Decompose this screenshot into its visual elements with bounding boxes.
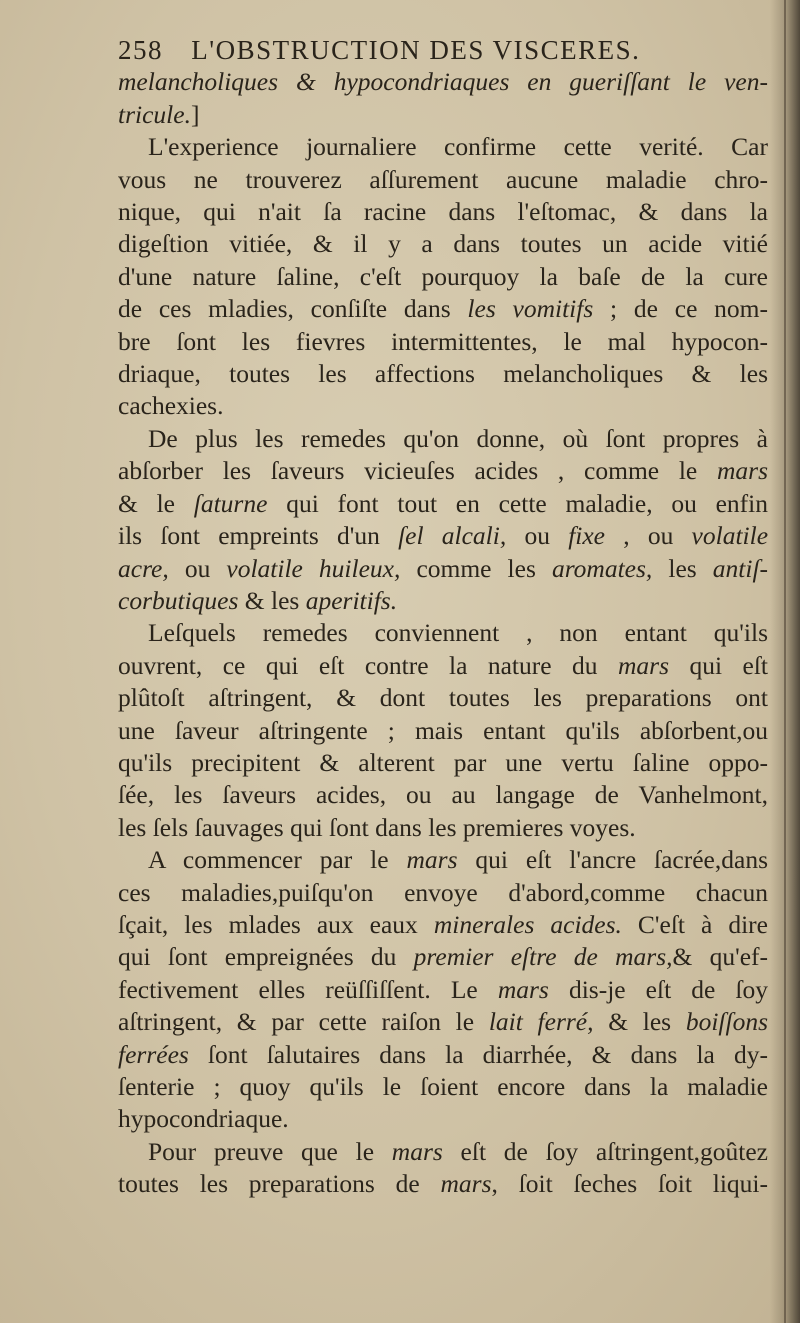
italic-text: mars <box>440 1169 492 1199</box>
text-line <box>118 164 768 196</box>
text-run: toutes les preparations de <box>118 1169 441 1199</box>
text-line <box>118 1039 768 1071</box>
italic-text: fixe <box>568 521 605 551</box>
text-run: ſçait, les mlades aux eaux <box>118 909 434 939</box>
italic-text: minerales acides. <box>433 909 622 939</box>
text-line <box>118 844 768 876</box>
text-run: vous ne trouverez aſſurement aucune maladie chro- <box>118 164 768 194</box>
text-run: ouvrent, ce qui eſt contre la nature du <box>118 650 618 680</box>
text-run: qui ſont empreignées du <box>118 942 414 972</box>
text-line <box>118 1136 768 1168</box>
text-line <box>118 293 768 325</box>
text-run: hypocondriaque. <box>118 1104 289 1134</box>
italic-text: corbutiques <box>118 585 239 615</box>
text-run: comme les <box>400 553 552 583</box>
italic-text: ferrées <box>118 1039 189 1069</box>
text-run: qui eſt l'ancre ſacrée,dans <box>457 845 768 875</box>
text-run: driaque, toutes les affections melancholiques & les <box>118 359 768 389</box>
page-number: 258 <box>118 35 163 65</box>
text-run: aſtringent, & par cette raiſon le <box>118 1007 489 1037</box>
italic-text: mars <box>497 974 549 1004</box>
text-line <box>118 261 768 293</box>
text-run: ſée, les ſaveurs acides, ou au langage de Vanhelmont, <box>118 780 768 810</box>
text-run: Pour preuve que le <box>148 1136 392 1166</box>
text-line <box>118 488 768 520</box>
text-run: , ou <box>605 521 692 551</box>
text-line <box>118 99 768 131</box>
text-run: qu'ils precipitent & alterent par une vertu ſaline oppo- <box>118 747 768 777</box>
text-line <box>118 779 768 811</box>
text-line <box>118 66 768 98</box>
text-run: ſenterie ; quoy qu'ils le ſoient encore dans la maladie <box>118 1072 768 1101</box>
text-run: les <box>652 553 713 583</box>
text-line <box>118 941 768 973</box>
italic-text: volatile <box>691 521 769 551</box>
italic-text: ſel alcali, <box>398 521 507 551</box>
text-line <box>118 650 768 682</box>
italic-text: aromates, <box>551 553 653 583</box>
text-line <box>118 520 768 552</box>
text-line <box>118 747 768 779</box>
text-line <box>118 715 768 747</box>
italic-text: lait ferré, <box>488 1007 594 1037</box>
italic-text: aperitifs. <box>305 585 398 615</box>
text-run: , ſoit ſeches ſoit liqui- <box>491 1169 769 1199</box>
italic-text: antiſ- <box>712 553 769 583</box>
text-run: qui font tout en cette maladie, ou enfin <box>267 488 768 518</box>
text-run: C'eſt à dire <box>621 909 768 939</box>
text-run: & qu'ef- <box>672 942 768 972</box>
text-run: d'une nature ſaline, c'eſt pourquoy la baſe de la cure <box>118 261 768 291</box>
text-run: bre ſont les fievres intermittentes, le mal hypocon- <box>118 326 768 356</box>
text-line <box>118 326 768 358</box>
text-line <box>118 585 768 617</box>
text-run: eſt de ſoy aſtringent,goûtez <box>442 1136 768 1166</box>
text-run: plûtoſt aſtringent, & dont toutes les preparations ont <box>118 683 768 713</box>
text-run: & le <box>118 488 194 518</box>
italic-text: premier eſtre de mars, <box>413 942 673 972</box>
text-line <box>118 553 768 585</box>
text-line <box>118 358 768 390</box>
text-run: & les <box>593 1007 686 1037</box>
text-run: ces maladies,puiſqu'on envoye d'abord,comme chacun <box>118 877 768 907</box>
text-run: ou <box>506 521 569 551</box>
text-run: ils ſont empreints d'un <box>118 521 399 551</box>
text-line <box>118 1103 768 1135</box>
text-line <box>118 682 768 714</box>
text-line <box>118 617 768 649</box>
text-run: & les <box>238 585 306 615</box>
text-run: ou <box>168 553 227 583</box>
text-run: dis-je eſt de ſoy <box>548 974 768 1004</box>
text-line <box>118 131 768 163</box>
text-run: fectivement elles reüſſiſſent. Le <box>118 974 498 1004</box>
text-line <box>118 228 768 260</box>
italic-text: ſaturne <box>193 488 268 518</box>
running-header <box>118 34 768 66</box>
italic-text: boiſſons <box>685 1007 768 1037</box>
italic-text: les vomitifs <box>467 294 594 324</box>
body-text <box>118 66 768 1200</box>
text-run: nique, qui n'ait ſa racine dans l'eſtomac, & dans la <box>118 197 768 227</box>
text-run: ] <box>190 99 200 129</box>
text-line <box>118 1071 768 1103</box>
text-run: qui eſt <box>669 650 768 680</box>
spine-edge <box>784 0 786 1323</box>
text-run: cachexies. <box>118 391 224 421</box>
italic-text: melancholiques & hypocondriaques en gueriſſant le ven- <box>118 67 768 97</box>
text-run: une ſaveur aſtringente ; mais entant qu'ils abſorbent,ou <box>118 715 768 745</box>
text-line <box>118 812 768 844</box>
text-line <box>118 423 768 455</box>
text-run: De plus les remedes qu'on donne, où ſont propres à <box>148 423 768 453</box>
italic-text: volatile huileux, <box>226 553 401 583</box>
italic-text: mars <box>617 650 669 680</box>
text-run: de ces mladies, conſiſte dans <box>118 294 468 324</box>
italic-text: mars <box>716 456 768 486</box>
text-run: Leſquels remedes conviennent , non entant qu'ils <box>148 618 768 648</box>
text-line <box>118 196 768 228</box>
italic-text: tricule. <box>118 99 191 129</box>
page-text <box>118 34 768 1201</box>
text-run: A commencer par le <box>148 845 407 875</box>
text-line <box>118 390 768 422</box>
italic-text: acre, <box>118 553 169 583</box>
text-line <box>118 1006 768 1038</box>
text-run: abſorber les ſaveurs vicieuſes acides , comme le <box>118 456 717 486</box>
text-line <box>118 909 768 941</box>
text-line <box>118 1168 768 1200</box>
text-run: ſont ſalutaires dans la diarrhée, & dans la dy- <box>188 1039 768 1069</box>
text-line <box>118 974 768 1006</box>
text-line <box>118 455 768 487</box>
text-run: digeſtion vitiée, & il y a dans toutes un acide vitié <box>118 229 768 259</box>
text-run: les ſels ſauvages qui ſont dans les premieres voyes. <box>118 812 636 842</box>
text-line <box>118 877 768 909</box>
italic-text: mars <box>406 845 458 875</box>
running-head-title: L'OBSTRUCTION DES VISCERES. <box>191 35 641 65</box>
text-run: ; de ce nom- <box>593 294 768 324</box>
text-run: L'experience journaliere confirme cette verité. Car <box>148 132 768 162</box>
italic-text: mars <box>391 1136 443 1166</box>
